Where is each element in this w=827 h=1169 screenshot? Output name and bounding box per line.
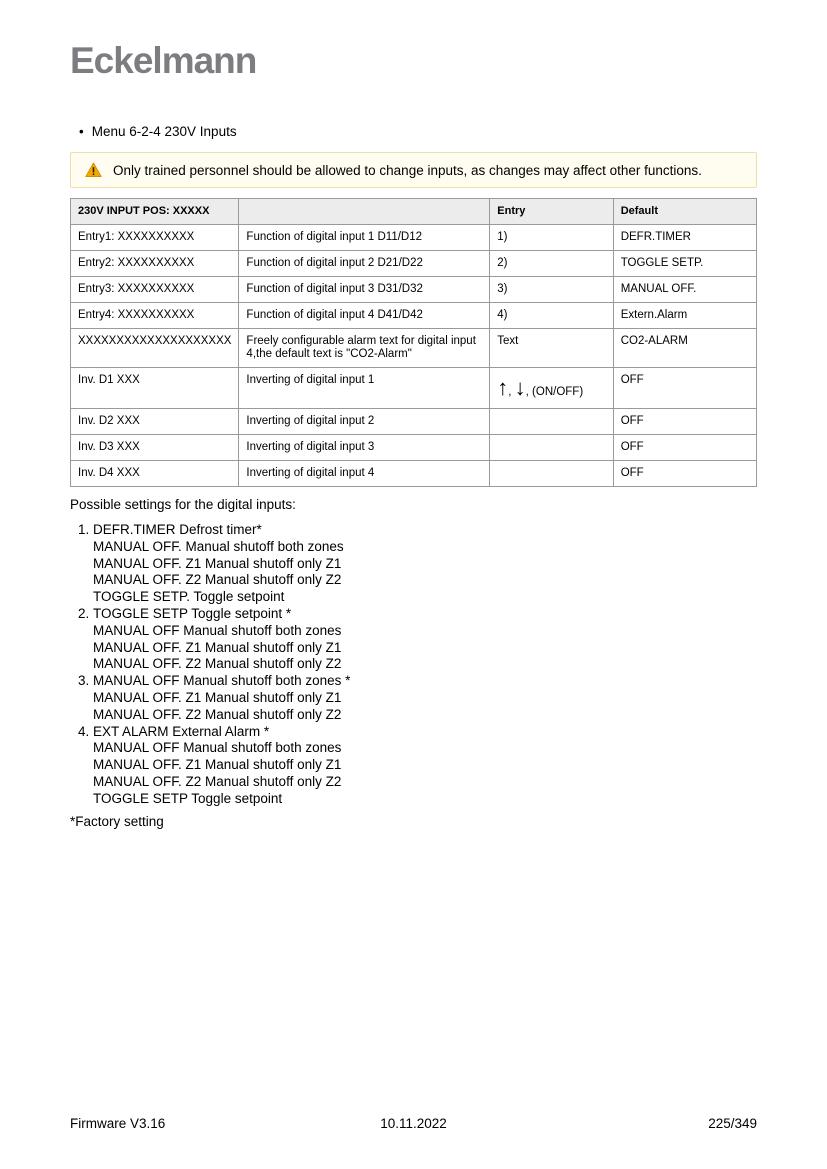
entry-cell <box>490 461 613 487</box>
default-cell: MANUAL OFF. <box>613 277 756 303</box>
company-logo: Eckelmann <box>70 40 257 81</box>
table-row <box>71 435 757 461</box>
description-cell: Inverting of digital input 3 <box>239 435 490 461</box>
entry-cell <box>490 368 613 409</box>
table-row <box>71 225 757 251</box>
description-cell: Function of digital input 4 D41/D42 <box>239 303 490 329</box>
param-cell: Entry3: XXXXXXXXXX <box>71 277 239 303</box>
list-item-line: TOGGLE SETP. Toggle setpoint <box>93 589 285 605</box>
default-cell: OFF <box>613 368 756 409</box>
list-item-line: MANUAL OFF. Z1 Manual shutoff only Z1 <box>93 555 342 571</box>
entry-cell <box>490 435 613 461</box>
page-footer <box>70 1116 757 1131</box>
table-row <box>71 368 757 409</box>
default-cell: CO2-ALARM <box>613 329 756 368</box>
list-item-number: 4. <box>78 723 90 739</box>
list-item-number: 3. <box>78 673 90 689</box>
entry-cell: 1) <box>490 225 613 251</box>
entry-cell: 4) <box>490 303 613 329</box>
description-cell: Inverting of digital input 1 <box>239 368 490 409</box>
footer-page-number: 225/349 <box>708 1116 757 1131</box>
list-item-lines <box>93 606 757 673</box>
entry-cell: Text <box>490 329 613 368</box>
list-item-number: 2. <box>78 605 90 621</box>
list-item-lines <box>93 522 757 606</box>
warning-banner <box>70 152 757 188</box>
settings-list <box>70 522 757 808</box>
table-header-default: Default <box>613 199 756 225</box>
table-header-pos: 230V INPUT POS: XXXXX <box>71 199 239 225</box>
default-cell: OFF <box>613 409 756 435</box>
list-item-line: TOGGLE SETP Toggle setpoint * <box>93 605 292 621</box>
table-row <box>71 409 757 435</box>
list-item-line: MANUAL OFF. Z2 Manual shutoff only Z2 <box>93 656 342 672</box>
list-item-line: MANUAL OFF Manual shutoff both zones <box>93 740 342 756</box>
arrow-down-icon: ↓ <box>514 375 526 400</box>
table-row <box>71 461 757 487</box>
list-item <box>70 724 757 808</box>
entry-options-text: , (ON/OFF) <box>525 386 584 398</box>
list-item-line: DEFR.TIMER Defrost timer* <box>93 522 262 537</box>
list-item <box>70 606 757 673</box>
list-item-line: MANUAL OFF Manual shutoff both zones * <box>93 673 351 689</box>
description-cell: Inverting of digital input 4 <box>239 461 490 487</box>
footer-date: 10.11.2022 <box>380 1116 447 1131</box>
list-item-lines <box>93 724 757 808</box>
default-cell: OFF <box>613 435 756 461</box>
default-cell: Extern.Alarm <box>613 303 756 329</box>
param-cell: Inv. D4 XXX <box>71 461 239 487</box>
settings-intro: Possible settings for the digital inputs: <box>70 497 296 512</box>
param-cell: Entry2: XXXXXXXXXX <box>71 251 239 277</box>
list-item-line: TOGGLE SETP Toggle setpoint <box>93 790 283 806</box>
table-row <box>71 303 757 329</box>
table-row <box>71 277 757 303</box>
menu-label: Menu 6-2-4 230V Inputs <box>91 124 237 139</box>
list-item-line: MANUAL OFF. Z2 Manual shutoff only Z2 <box>93 706 342 722</box>
default-cell: TOGGLE SETP. <box>613 251 756 277</box>
description-cell: Freely configurable alarm text for digital input 4,the default text is "CO2-Alarm" <box>239 329 490 368</box>
description-cell: Function of digital input 2 D21/D22 <box>239 251 490 277</box>
list-item-line: MANUAL OFF. Z2 Manual shutoff only Z2 <box>93 773 342 789</box>
list-item-lines <box>93 673 757 723</box>
default-cell: OFF <box>613 461 756 487</box>
list-item-line: MANUAL OFF. Manual shutoff both zones <box>93 538 344 554</box>
entry-cell: 3) <box>490 277 613 303</box>
warning-text: Only trained personnel should be allowed to change inputs, as changes may affect other functions. <box>113 162 702 178</box>
list-item <box>70 673 757 723</box>
param-cell: XXXXXXXXXXXXXXXXXXXX <box>71 329 239 368</box>
entry-cell: 2) <box>490 251 613 277</box>
param-cell: Entry4: XXXXXXXXXX <box>71 303 239 329</box>
param-cell: Inv. D2 XXX <box>71 409 239 435</box>
list-item-line: EXT ALARM External Alarm * <box>93 723 270 739</box>
table-row <box>71 251 757 277</box>
bullet-icon: • <box>79 124 84 139</box>
param-cell: Inv. D1 XXX <box>71 368 239 409</box>
table-row <box>71 329 757 368</box>
arrow-up-icon: ↑ <box>497 375 509 400</box>
param-cell: Inv. D3 XXX <box>71 435 239 461</box>
list-item-number: 1. <box>78 522 90 537</box>
list-item <box>70 522 757 606</box>
arrow-separator: , <box>508 386 515 398</box>
table-header-entry: Entry <box>490 199 613 225</box>
list-item-line: MANUAL OFF. Z1 Manual shutoff only Z1 <box>93 639 342 655</box>
footer-firmware-version: Firmware V3.16 <box>70 1116 166 1131</box>
inputs-table <box>70 198 757 487</box>
warning-icon <box>85 162 102 178</box>
list-item-line: MANUAL OFF. Z1 Manual shutoff only Z1 <box>93 757 342 773</box>
description-cell: Function of digital input 3 D31/D32 <box>239 277 490 303</box>
description-cell: Function of digital input 1 D11/D12 <box>239 225 490 251</box>
default-cell: DEFR.TIMER <box>613 225 756 251</box>
description-cell: Inverting of digital input 2 <box>239 409 490 435</box>
param-cell: Entry1: XXXXXXXXXX <box>71 225 239 251</box>
menu-breadcrumb <box>70 123 757 141</box>
table-header-empty <box>239 199 490 225</box>
table-header-row <box>71 199 757 225</box>
entry-cell <box>490 409 613 435</box>
list-item-line: MANUAL OFF. Z1 Manual shutoff only Z1 <box>93 689 342 705</box>
list-item-line: MANUAL OFF Manual shutoff both zones <box>93 622 342 638</box>
list-item-line: MANUAL OFF. Z2 Manual shutoff only Z2 <box>93 572 342 588</box>
factory-setting-note: *Factory setting <box>70 813 164 829</box>
